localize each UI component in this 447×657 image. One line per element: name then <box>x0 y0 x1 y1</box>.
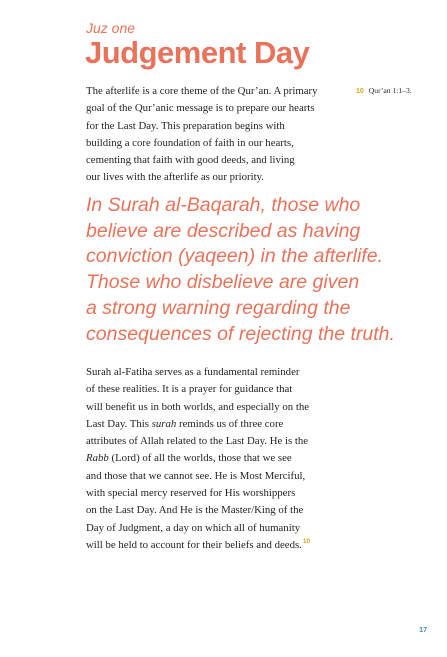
text-line <box>86 452 292 464</box>
quote-line: consequences of rejecting the truth. <box>86 322 395 345</box>
italic-term-rabb: Rabb <box>86 452 109 465</box>
text-line: The afterlife is a core theme of the Qur’an. A primary <box>86 85 318 97</box>
text-run: will be held to account for their beliefs and deeds. <box>86 538 302 551</box>
juz-label: Juz one <box>86 20 136 36</box>
sidenote <box>356 86 412 95</box>
text-run: (Lord) of all the worlds, those that we see <box>108 452 292 465</box>
body-paragraph <box>86 364 348 554</box>
italic-term-surah: surah <box>151 417 177 430</box>
text-run: Last Day. This <box>86 417 152 430</box>
text-run: reminds us of three core <box>176 417 284 430</box>
text-line: will benefit us in both worlds, and especially on the <box>86 400 310 413</box>
sidenote-text: Qur’an 1:1–3. <box>368 86 412 95</box>
text-line: on the Last Day. And He is the Master/King of the <box>86 504 304 517</box>
quote-line: a strong warning regarding the <box>86 296 351 319</box>
quote-line: Those who disbelieve are given <box>86 271 360 294</box>
sidenote-number: 10 <box>356 88 364 95</box>
footnote-reference[interactable]: 10 <box>302 538 311 546</box>
page-title: Judgement Day <box>85 35 310 70</box>
text-line: and those that we cannot see. He is Most Merciful, <box>86 469 306 482</box>
page-number: 17 <box>419 625 428 634</box>
text-line: cementing that faith with good deeds, and living <box>86 154 295 167</box>
pull-quote <box>86 193 416 347</box>
text-line: of these realities. It is a prayer for guidance that <box>86 383 293 396</box>
text-line: Day of Judgment, a day on which all of humanity <box>86 521 301 534</box>
text-line: with special mercy reserved for His worshippers <box>86 487 296 500</box>
text-line: goal of the Qur’anic message is to prepare our hearts <box>86 102 315 115</box>
quote-line: conviction (yaqeen) in the afterlife. <box>86 245 383 268</box>
quote-line: In Surah al-Baqarah, those who <box>86 194 361 216</box>
text-line: attributes of Allah related to the Last Day. He is the <box>86 435 309 448</box>
text-line: our lives with the afterlife as our priority. <box>86 171 264 184</box>
text-line: Surah al-Fatiha serves as a fundamental reminder <box>86 366 300 378</box>
text-line <box>86 539 310 551</box>
text-line <box>86 418 283 430</box>
quote-line: believe are described as having <box>86 219 361 242</box>
text-line: for the Last Day. This preparation begins with <box>86 119 285 132</box>
text-line: building a core foundation of faith in our hearts, <box>86 136 294 149</box>
intro-paragraph <box>86 83 348 187</box>
